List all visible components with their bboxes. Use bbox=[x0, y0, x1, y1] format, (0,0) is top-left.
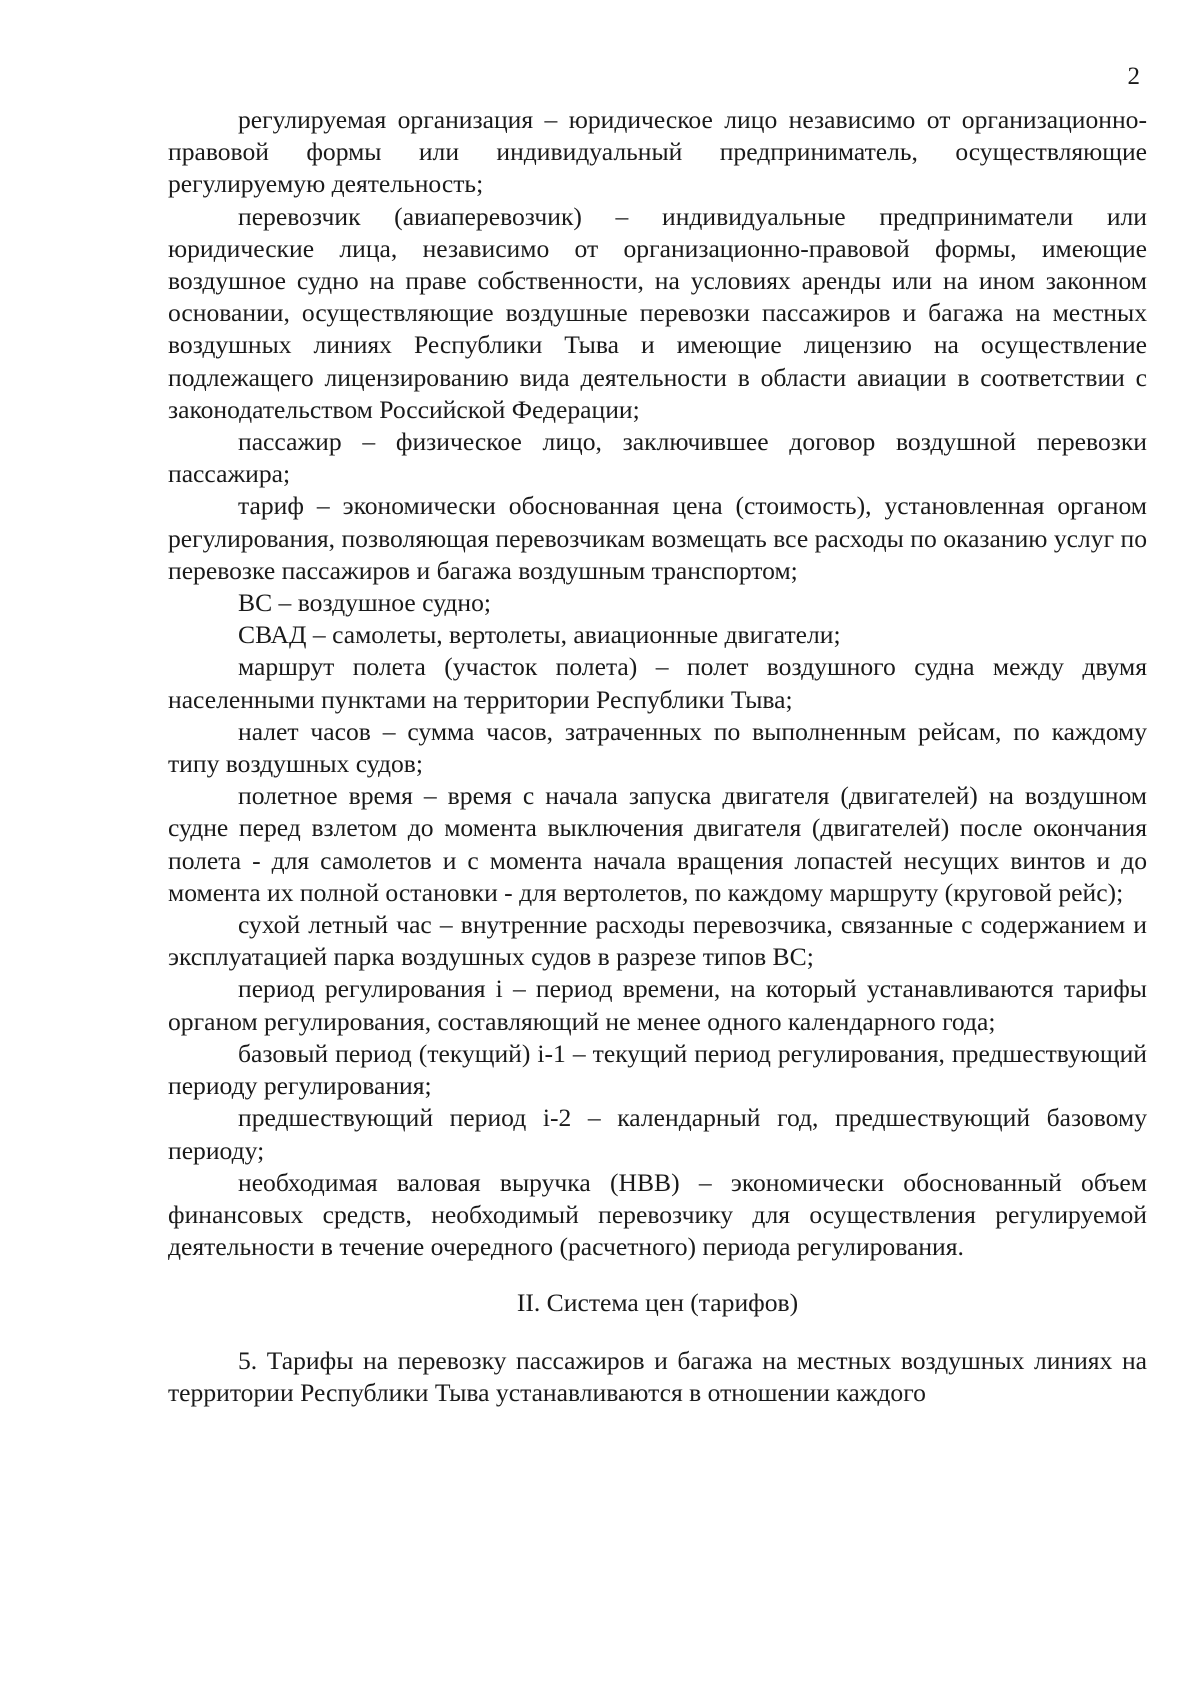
definition-paragraph: сухой летный час – внутренние расходы перевозчика, связанные с содержанием и эксплуатацией парка воздушных судов в разрезе типов ВС; bbox=[168, 910, 1147, 972]
definition-paragraph: ВС – воздушное судно; bbox=[238, 588, 492, 618]
definition-paragraph: базовый период (текущий) i-1 – текущий период регулирования, предшествующий периоду регулирования; bbox=[168, 1038, 1147, 1101]
definition-paragraph: пассажир – физическое лицо, заключившее договор воздушной перевозки пассажира; bbox=[168, 427, 1147, 489]
definition-paragraph: маршрут полета (участок полета) – полет воздушного судна между двумя населенными пунктами на территории Республики Тыва; bbox=[168, 652, 1147, 714]
page-number: 2 bbox=[1127, 63, 1140, 90]
definition-paragraph: период регулирования i – период времени, на который устанавливаются тарифы органом регулирования, составляющий не менее одного календарного года; bbox=[168, 974, 1147, 1036]
definition-paragraph: перевозчик (авиаперевозчик) – индивидуальные предприниматели или юридические лица, независимо от организационно-правовой формы, имеющие воздушное судно на праве собственности, на условиях аренды или на ином законном основании, осуществляющие воздушные перевозки пассажиров и багажа на местных воздушных линиях Республики Тыва и имеющие лицензию на осуществление подлежащего лицензированию вида деятельности в области авиации в соответствии с законодательством Российской Федерации; bbox=[168, 201, 1147, 424]
definition-paragraph: тариф – экономически обоснованная цена (стоимость), установленная органом регулирования, позволяющая перевозчикам возмещать все расходы по оказанию услуг по перевозке пассажиров и багажа воздушным транспортом; bbox=[168, 491, 1147, 585]
numbered-paragraph: 5. Тарифы на перевозку пассажиров и багажа на местных воздушных линиях на территории Республики Тыва устанавливаются в отношении каждого bbox=[168, 1345, 1147, 1407]
definition-paragraph: налет часов – сумма часов, затраченных по выполненным рейсам, по каждому типу воздушных судов; bbox=[168, 716, 1147, 779]
section-heading: II. Система цен (тарифов) bbox=[516, 1288, 799, 1318]
definition-paragraph: регулируемая организация – юридическое лицо независимо от организационно-правовой формы или индивидуальный предприниматель, осуществляющие регулируемую деятельность; bbox=[168, 105, 1147, 199]
definition-paragraph: СВАД – самолеты, вертолеты, авиационные двигатели; bbox=[238, 620, 841, 650]
definition-paragraph: полетное время – время с начала запуска двигателя (двигателей) на воздушном судне перед взлетом до момента выключения двигателя (двигателей) после окончания полета - для самолетов и с момента начала вращения лопастей несущих винтов и до момента их полной остановки - для вертолетов, по каждому маршруту (круговой рейс); bbox=[168, 781, 1147, 907]
definition-paragraph: предшествующий период i-2 – календарный год, предшествующий базовому периоду; bbox=[168, 1103, 1147, 1165]
definition-paragraph: необходимая валовая выручка (НВВ) – экономически обоснованный объем финансовых средств, необходимый перевозчику для осуществления регулируемой деятельности в течение очередного (расчетного) периода регулирования. bbox=[168, 1167, 1147, 1262]
document-body bbox=[168, 104, 1147, 1409]
